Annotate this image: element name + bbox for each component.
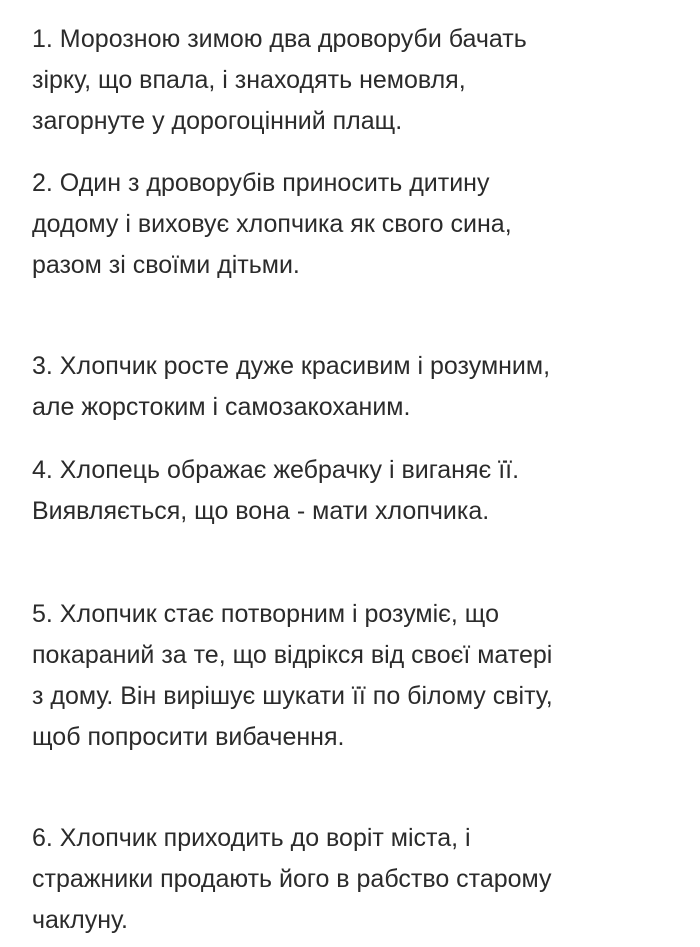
text-line: стражники продають його в рабство старому bbox=[32, 865, 552, 893]
text-line: з дому. Він вирішує шукати її по білому світу, bbox=[32, 682, 553, 710]
text-line: 5. Хлопчик стає потворним і розуміє, що bbox=[32, 600, 499, 628]
text-line: 1. Морозною зимою два дроворуби бачать bbox=[32, 25, 527, 53]
text-line: чаклуну. bbox=[32, 906, 128, 934]
text-line: але жорстоким і самозакоханим. bbox=[32, 393, 411, 421]
list-item-4 bbox=[32, 450, 672, 532]
text-line: зірку, що впала, і знаходять немовля, bbox=[32, 66, 466, 94]
list-item-1 bbox=[32, 19, 672, 142]
text-line: загорнуте у дорогоцінний плащ. bbox=[32, 107, 403, 135]
list-item-5 bbox=[32, 594, 672, 758]
text-line: 6. Хлопчик приходить до воріт міста, і bbox=[32, 824, 471, 852]
text-line: щоб попросити вибачення. bbox=[32, 723, 345, 751]
text-line: Виявляється, що вона - мати хлопчика. bbox=[32, 497, 490, 525]
text-line: 3. Хлопчик росте дуже красивим і розумним, bbox=[32, 352, 551, 380]
list-item-6 bbox=[32, 818, 672, 941]
list-item-2 bbox=[32, 163, 672, 286]
text-line: покараний за те, що відрікся від своєї матері bbox=[32, 641, 553, 669]
text-line: додому і виховує хлопчика як свого сина, bbox=[32, 210, 512, 238]
list-item-3 bbox=[32, 346, 672, 428]
text-line: 2. Один з дроворубів приносить дитину bbox=[32, 169, 490, 197]
text-line: 4. Хлопець ображає жебрачку і виганяє її. bbox=[32, 456, 520, 484]
text-line: разом зі своїми дітьми. bbox=[32, 251, 300, 279]
